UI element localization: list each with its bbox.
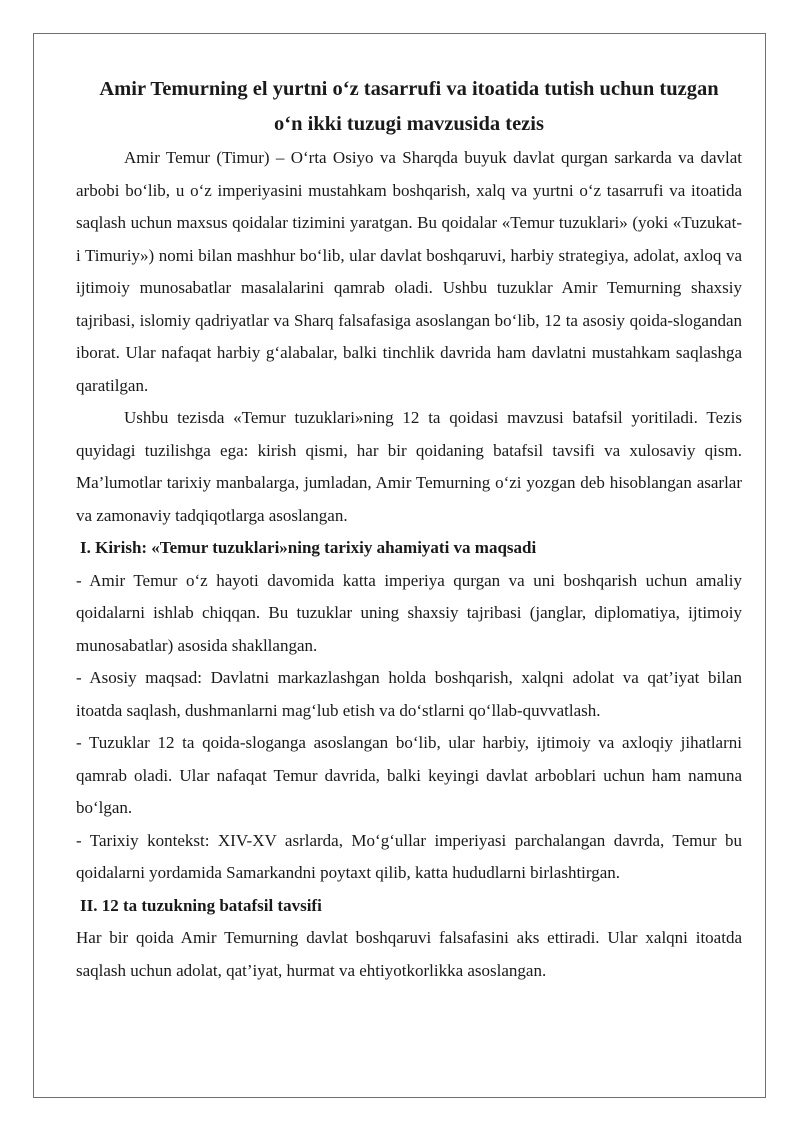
section-2-paragraph: Har bir qoida Amir Temurning davlat boshqaruvi falsafasini aks ettiradi. Ular xalqni itoatda saqlash uchun adolat, qat’iyat, hurmat va ehtiyotkorlikka asoslangan. [76, 928, 742, 980]
section-2-heading: II. 12 ta tuzukning batafsil tavsifi [80, 895, 322, 915]
overview-paragraph: Ushbu tezisda «Temur tuzuklari»ning 12 ta qoidasi mavzusi batafsil yoritiladi. Tezis quyidagi tuzilishga ega: kirish qismi, har bir qoidaning batafsil tavsifi va xulosaviy qism. Ma’lumotlar tarixiy manbalarga, jumladan, Amir Temurning o‘zi yozgan deb hisoblangan asarlar va zamonaviy tadqiqotlarga asoslangan. [76, 408, 742, 525]
document-title [76, 72, 742, 142]
title-line-2: o‘n ikki tuzugi mavzusida tezis [274, 113, 544, 135]
list-item: - Tarixiy kontekst: XIV-XV asrlarda, Mo‘g‘ullar imperiyasi parchalangan davrda, Temur bu qoidalarni yordamida Samarkandni poytaxt qilib, katta hududlarni birlashtirgan. [76, 830, 742, 882]
list-item: - Amir Temur o‘z hayoti davomida katta imperiya qurgan va uni boshqarish uchun amaliy qoidalarni ishlab chiqqan. Bu tuzuklar uning shaxsiy tajribasi (janglar, diplomatiya, ijtimoiy munosabatlar) asosida shakllangan. [76, 570, 742, 655]
list-item: - Asosiy maqsad: Davlatni markazlashgan holda boshqarish, xalqni adolat va qat’iyat bilan itoatda saqlash, dushmanlarni mag‘lub etish va do‘stlarni qo‘llab-quvvatlash. [76, 668, 742, 720]
title-line-1: Amir Temurning el yurtni o‘z tasarrufi va itoatida tutish uchun tuzgan [99, 78, 719, 100]
section-1-heading: I. Kirish: «Temur tuzuklari»ning tarixiy ahamiyati va maqsadi [80, 538, 537, 557]
list-item: - Tuzuklar 12 ta qoida-sloganga asoslangan bo‘lib, ular harbiy, ijtimoiy va axloqiy jihatlarni qamrab oladi. Ular nafaqat Temur davrida, balki keyingi davlat arboblari uchun ham namuna bo‘lgan. [76, 733, 742, 817]
intro-paragraph: Amir Temur (Timur) – O‘rta Osiyo va Sharqda buyuk davlat qurgan sarkarda va davlat arbobi bo‘lib, u o‘z imperiyasini mustahkam boshqarish, xalq va yurtni o‘z tasarrufi va itoatida saqlash uchun maxsus qoidalar tizimini yaratgan. Bu qoidalar «Temur tuzuklari» (yoki «Tuzukat-i Timuriy») nomi bilan mashhur bo‘lib, ular davlat boshqaruvi, harbiy strategiya, adolat, axloq va ijtimoiy munosabatlar masalalarini qamrab oladi. Ushbu tuzuklar Amir Temurning shaxsiy tajribasi, islomiy qadriyatlar va Sharq falsafasiga asoslangan bo‘lib, 12 ta asosiy qoida-slogandan iborat. Ular nafaqat harbiy g‘alabalar, balki tinchlik davrida ham davlatni mustahkam saqlashga qaratilgan. [76, 148, 742, 395]
document-body [76, 72, 742, 987]
